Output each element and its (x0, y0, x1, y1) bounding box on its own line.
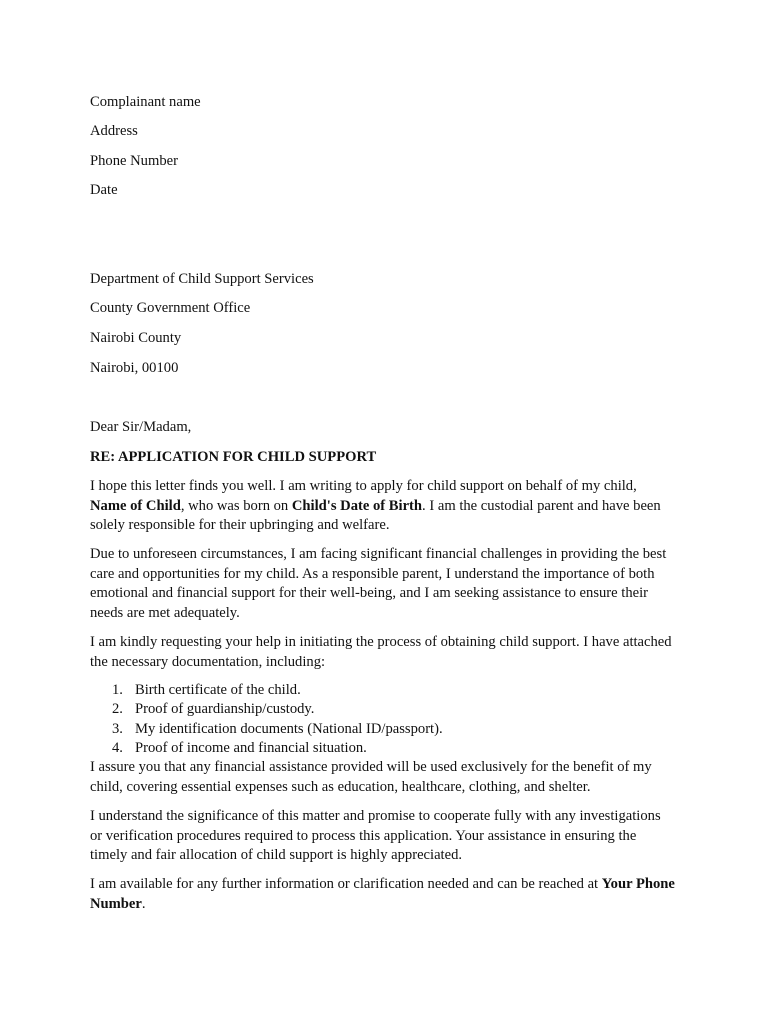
child-dob-placeholder: Child's Date of Birth (291, 497, 423, 514)
documents-list (90, 681, 675, 758)
letter-page (90, 0, 680, 1024)
sender-address: Address (90, 123, 138, 139)
letter-date: Date (90, 182, 118, 198)
sender-name: Complainant name (90, 94, 201, 110)
list-item: 4. Proof of income and financial situation. (112, 739, 367, 756)
phone-placeholder: Your Phone Number (90, 876, 675, 912)
paragraph-circumstances: Due to unforeseen circumstances, I am facing significant financial challenges in providing the best care and opportunities for my child. As a responsible parent, I understand the importance of both emotional and financial support for their well-being, and I am seeking assistance to ensure their needs are met adequately. (90, 546, 667, 621)
list-item: 2. Proof of guardianship/custody. (112, 701, 315, 718)
recipient-postal: Nairobi, 00100 (90, 360, 179, 376)
recipient-county: Nairobi County (90, 330, 182, 346)
paragraph-intro: I hope this letter finds you well. I am writing to apply for child support on behalf of my child, Name of Child, who was born on Child's Date of Birth. I am the custodial parent and have been solely responsible for their upbringing and welfare. (90, 478, 661, 533)
list-item: 1. Birth certificate of the child. (112, 682, 301, 698)
paragraph-assurance: I assure you that any financial assistance provided will be used exclusively for the benefit of my child, covering essential expenses such as education, healthcare, clothing, and shelter. (90, 759, 652, 795)
child-name-placeholder: Name of Child (90, 497, 181, 514)
recipient-office: County Government Office (90, 300, 251, 316)
subject-text: RE: APPLICATION FOR CHILD SUPPORT (90, 449, 377, 465)
paragraph-cooperation: I understand the significance of this matter and promise to cooperate fully with any investigations or verification procedures required to process this application. Your assistance in ensuring the timely and fair allocation of child support is highly appreciated. (90, 808, 661, 863)
recipient-department: Department of Child Support Services (90, 271, 314, 287)
paragraph-contact: I am available for any further information or clarification needed and can be reached at Your Phone Number. (90, 876, 675, 912)
list-item: 3. My identification documents (National ID/passport). (112, 720, 443, 737)
salutation: Dear Sir/Madam, (90, 419, 192, 435)
subject-line (90, 448, 376, 468)
paragraph-request: I am kindly requesting your help in initiating the process of obtaining child support. I have attached the necessary documentation, including: (90, 634, 672, 670)
sender-phone: Phone Number (90, 153, 178, 169)
